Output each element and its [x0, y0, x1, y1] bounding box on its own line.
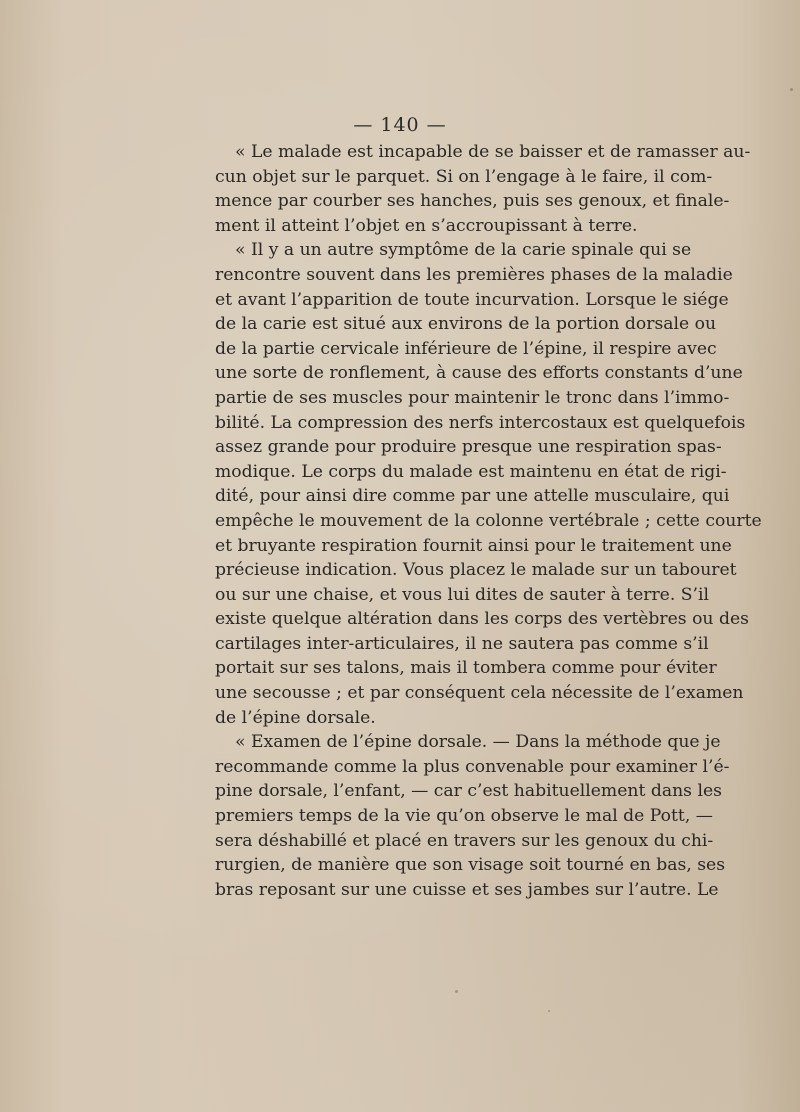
text-line: pine dorsale, l’enfant, — car c’est habituellement dans les — [215, 781, 722, 802]
text-line: de l’épine dorsale. — [215, 707, 376, 728]
text-line: bilité. La compression des nerfs intercostaux est quelquefois — [215, 412, 746, 433]
text-line: et avant l’apparition de toute incurvation. Lorsque le siége — [215, 289, 729, 310]
text-line: assez grande pour produire presque une respiration spas- — [215, 437, 722, 458]
text-line: cartilages inter-articulaires, il ne sautera pas comme s’il — [215, 633, 709, 654]
text-line: « Il y a un autre symptôme de la carie spinale qui se — [235, 240, 692, 261]
text-line: portait sur ses talons, mais il tombera comme pour éviter — [215, 658, 717, 679]
text-line: sera déshabillé et placé en travers sur les genoux du chi- — [215, 830, 714, 851]
text-line: premiers temps de la vie qu’on observe le mal de Pott, — — [215, 806, 713, 827]
text-line: une sorte de ronflement, à cause des efforts constants d’une — [215, 363, 743, 384]
text-line: ment il atteint l’objet en s’accroupissant à terre. — [215, 215, 638, 236]
text-line: et bruyante respiration fournit ainsi pour le traitement une — [215, 535, 732, 556]
text-line: cun objet sur le parquet. Si on l’engage à le faire, il com- — [215, 166, 713, 187]
paper-speck — [455, 990, 458, 993]
body-text — [215, 140, 762, 902]
text-line: existe quelque altération dans les corps des vertèbres ou des — [215, 609, 749, 630]
text-line: bras reposant sur une cuisse et ses jambes sur l’autre. Le — [215, 879, 719, 900]
text-line: « Examen de l’épine dorsale. — Dans la méthode que je — [235, 732, 721, 753]
text-line: précieuse indication. Vous placez le malade sur un tabouret — [215, 560, 737, 581]
text-line: rencontre souvent dans les premières phases de la maladie — [215, 264, 733, 285]
paper-speck — [790, 88, 793, 91]
text-line: recommande comme la plus convenable pour examiner l’é- — [215, 756, 730, 777]
text-line: une secousse ; et par conséquent cela nécessite de l’examen — [215, 683, 744, 704]
text-line: ou sur une chaise, et vous lui dites de sauter à terre. S’il — [215, 584, 710, 605]
paper-speck — [548, 1010, 550, 1012]
text-line: de la partie cervicale inférieure de l’épine, il respire avec — [215, 338, 717, 359]
text-line: de la carie est situé aux environs de la portion dorsale ou — [215, 314, 717, 335]
text-line: « Le malade est incapable de se baisser et de ramasser au- — [235, 142, 751, 162]
text-line: mence par courber ses hanches, puis ses genoux, et finale- — [215, 191, 730, 212]
text-line: empêche le mouvement de la colonne vertébrale ; cette courte — [215, 510, 762, 531]
text-line: partie de ses muscles pour maintenir le tronc dans l’immo- — [215, 387, 730, 408]
page-number: — 140 — — [353, 114, 447, 136]
text-line: modique. Le corps du malade est maintenu en état de rigi- — [215, 461, 727, 482]
text-line: dité, pour ainsi dire comme par une attelle musculaire, qui — [215, 486, 730, 507]
text-line: rurgien, de manière que son visage soit tourné en bas, ses — [215, 855, 726, 876]
